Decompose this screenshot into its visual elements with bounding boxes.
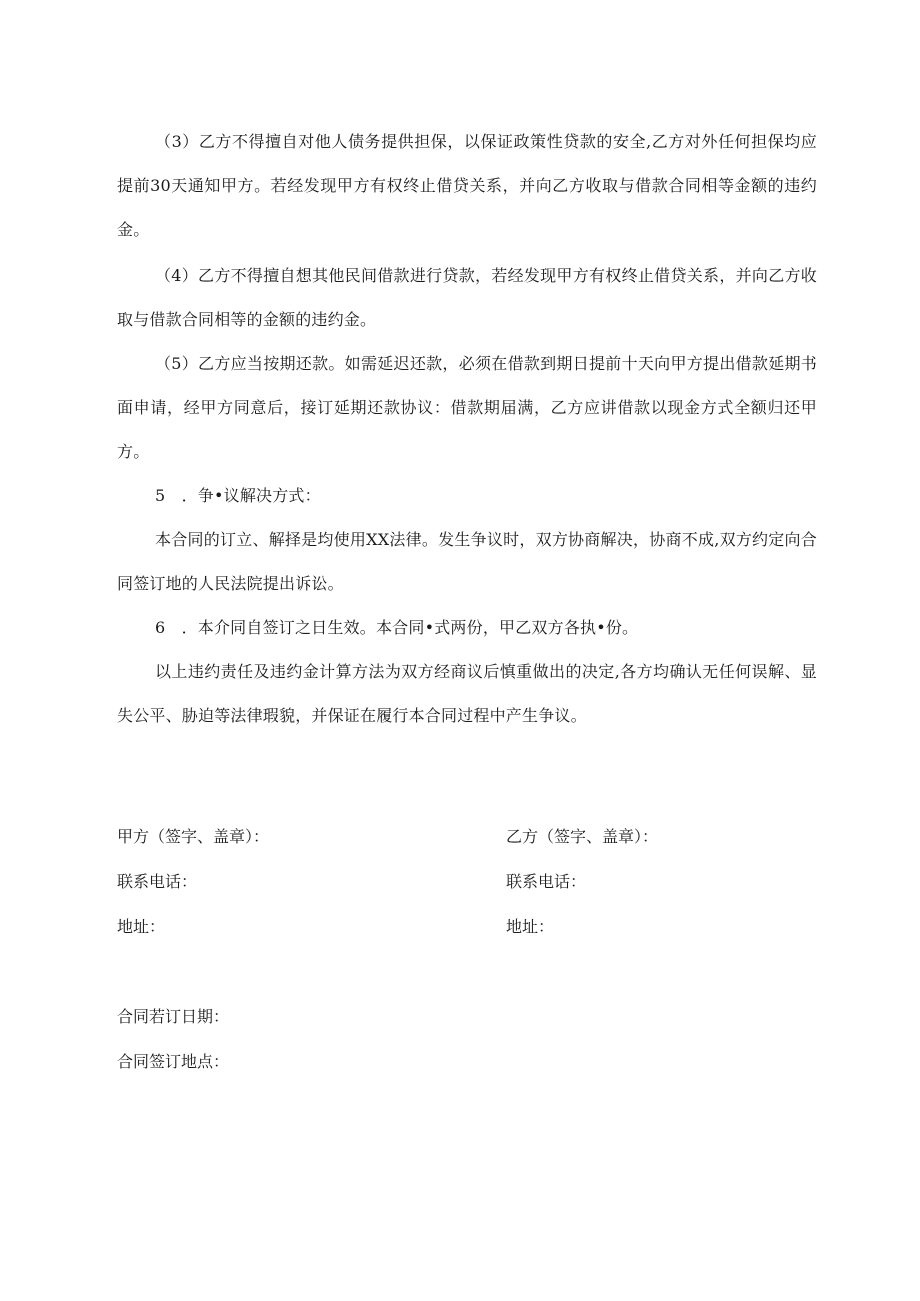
party-a-address-label: 地址： <box>117 917 166 936</box>
party-b-phone-label: 联系电话： <box>506 872 587 891</box>
section-6-effective: 6 ．本介同自签订之日生效。本合同•式两份，甲乙双方各执•份。 <box>155 618 639 637</box>
party-b-signature-label: 乙方（签字、盖章）： <box>506 827 659 846</box>
contract-place-label: 合同签订地点： <box>117 1052 230 1071</box>
party-b-address-label: 地址： <box>506 917 555 936</box>
liability-statement: 以上违约责任及违约金计算方法为双方经商议后慎重做出的决定,各方均确认无任何误解、显失公平、胁迫等法律瑕貌，并保证在履行本合同过程中产生争议。 <box>117 662 817 725</box>
clause-5: （5）乙方应当按期还款。如需延迟还款，必须在借款到期日提前十天向甲方提出借款延期书面申请，经甲方同意后，接订延期还款协议：借款期届满，乙方应讲借款以现金方式全额归还甲方。 <box>117 354 817 461</box>
contract-date-label: 合同若订日期： <box>117 1007 230 1026</box>
section-5-heading: 5 ．争•议解决方式： <box>155 486 321 505</box>
party-a-phone-label: 联系电话： <box>117 872 198 891</box>
clause-3: （3）乙方不得擅自对他人债务提供担保，以保证政策性贷款的安全,乙方对外任何担保均应提前30天通知甲方。若经发现甲方有权终止借贷关系，并向乙方收取与借款合同相等金额的违约金。 <box>117 132 817 239</box>
party-a-signature-label: 甲方（签字、盖章）： <box>117 827 270 846</box>
dispute-resolution-text: 本合同的订立、解择是均使用XX法律。发生争议时，双方协商解决，协商不成,双方约定向合同签订地的人民法院提出诉讼。 <box>117 530 817 593</box>
clause-4: （4）乙方不得擅自想其他民间借款进行贷款，若经发现甲方有权终止借贷关系，并向乙方收取与借款合同相等的金额的违约金。 <box>117 266 817 329</box>
